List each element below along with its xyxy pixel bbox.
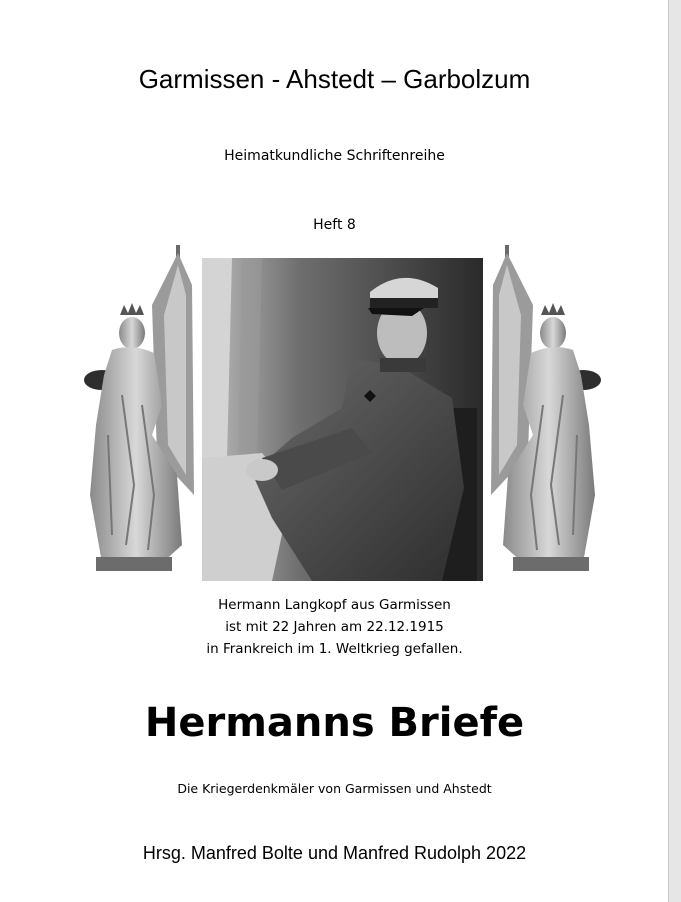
issue-number: Heft 8 — [313, 217, 356, 233]
statue-left-image — [82, 245, 198, 577]
photo-caption-line-1: Hermann Langkopf aus Garmissen — [218, 597, 451, 613]
series-subtitle: Heimatkundliche Schriftenreihe — [224, 148, 445, 164]
photo-caption-line-2: ist mit 22 Jahren am 22.12.1915 — [225, 619, 444, 635]
series-title: Garmissen - Ahstedt – Garbolzum — [138, 64, 531, 94]
photo-caption-line-3: in Frankreich im 1. Weltkrieg gefallen. — [206, 641, 463, 657]
editors-credit: Hrsg. Manfred Bolte und Manfred Rudolph 2022 — [142, 843, 527, 863]
page-edge — [668, 0, 681, 902]
book-subtitle: Die Kriegerdenkmäler von Garmissen und Ahstedt — [177, 781, 492, 796]
book-title: Hermanns Briefe — [144, 700, 525, 746]
portrait-photo — [202, 258, 483, 581]
statue-right-image — [487, 245, 603, 577]
